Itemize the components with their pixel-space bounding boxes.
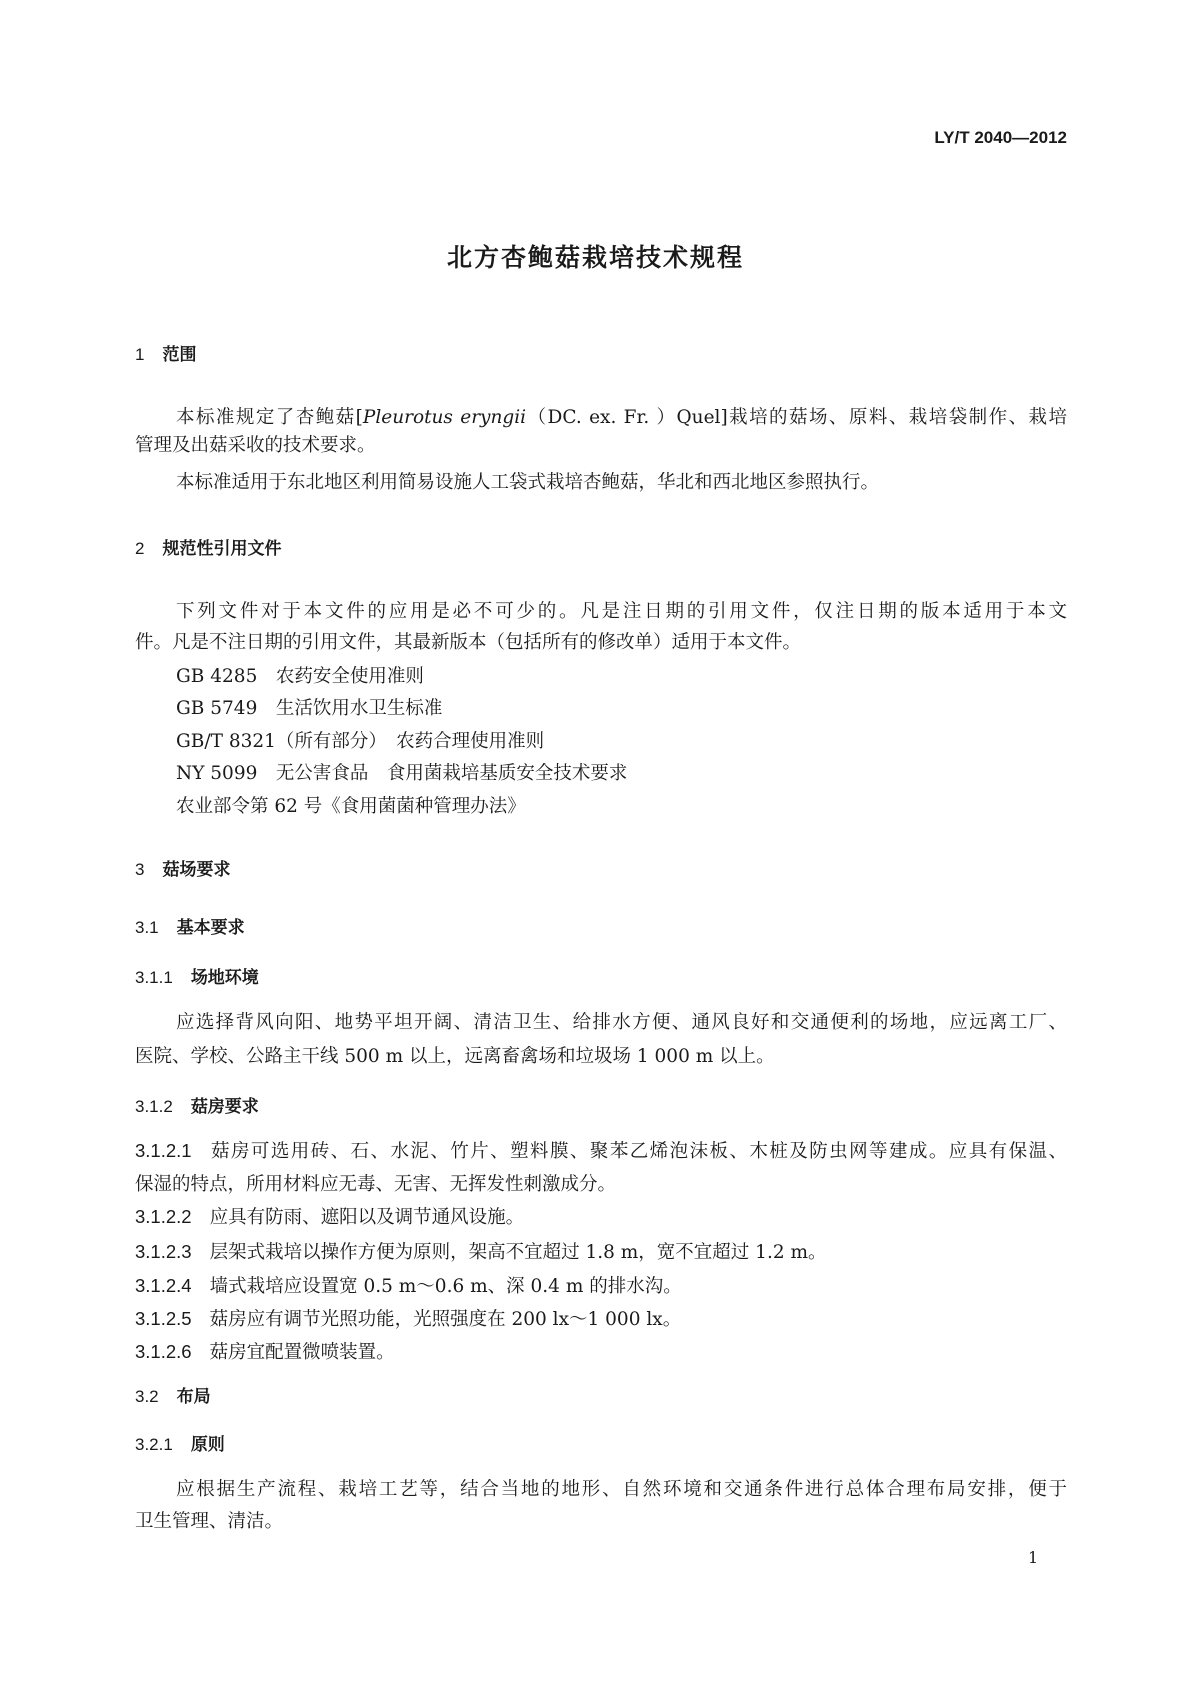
text: （DC. ex. Fr. ）Quel]栽培的菇场、原料、栽培袋制作、栽培 xyxy=(526,407,1068,428)
latin-name: Pleurotus eryngii xyxy=(362,407,527,428)
clause-number: 3.1.2.3 xyxy=(135,1241,192,1262)
page-number: 1 xyxy=(1028,1548,1039,1567)
section-3-heading xyxy=(135,858,230,882)
paragraph-cont: 管理及出菇采收的技术要求。 xyxy=(135,435,376,456)
section-title: 范围 xyxy=(162,345,197,365)
reference-item: GB 4285 农药安全使用准则 xyxy=(176,666,424,687)
clause-number: 3.1.2.4 xyxy=(135,1275,192,1296)
section-title: 基本要求 xyxy=(176,918,245,938)
section-number: 3.1.2 xyxy=(135,1097,173,1116)
clause-text: 菇房可选用砖、石、水泥、竹片、塑料膜、聚苯乙烯泡沫板、木桩及防虫网等建成。应具有保温、 xyxy=(209,1141,1067,1162)
paragraph: 应选择背风向阳、地势平坦开阔、清洁卫生、给排水方便、通风良好和交通便利的场地，应远离工厂、 xyxy=(176,1012,1067,1033)
paragraph-cont: 件。凡是不注日期的引用文件，其最新版本（包括所有的修改单）适用于本文件。 xyxy=(135,632,802,653)
section-title: 布局 xyxy=(176,1387,211,1407)
clause-text: 墙式栽培应设置宽 0.5 m～0.6 m、深 0.4 m 的排水沟。 xyxy=(209,1276,682,1297)
section-1-heading xyxy=(135,343,196,367)
section-2-heading xyxy=(135,537,281,561)
reference-item: 农业部令第 62 号《食用菌菌种管理办法》 xyxy=(176,796,526,817)
clause-3-1-2-1 xyxy=(135,1139,1067,1164)
paragraph xyxy=(176,406,1067,430)
section-3-2-heading xyxy=(135,1385,211,1409)
section-3-2-1-heading xyxy=(135,1433,225,1457)
section-number: 3 xyxy=(135,860,145,879)
section-title: 规范性引用文件 xyxy=(162,539,282,559)
section-title: 菇房要求 xyxy=(190,1097,259,1117)
paragraph: 本标准适用于东北地区利用简易设施人工袋式栽培杏鲍菇，华北和西北地区参照执行。 xyxy=(176,472,880,493)
text: 本标准规定了杏鲍菇[ xyxy=(176,407,363,428)
section-title: 原则 xyxy=(190,1435,225,1455)
paragraph: 下列文件对于本文件的应用是必不可少的。凡是注日期的引用文件，仅注日期的版本适用于本文 xyxy=(176,601,1067,622)
reference-item: NY 5099 无公害食品 食用菌栽培基质安全技术要求 xyxy=(176,763,628,784)
clause-number: 3.1.2.6 xyxy=(135,1341,192,1362)
section-title: 菇场要求 xyxy=(162,860,231,880)
section-3-1-1-heading xyxy=(135,966,259,990)
section-number: 1 xyxy=(135,345,145,364)
section-number: 2 xyxy=(135,539,145,558)
standard-code: LY/T 2040—2012 xyxy=(934,128,1067,147)
clause-3-1-2-5 xyxy=(135,1307,681,1332)
paragraph: 应根据生产流程、栽培工艺等，结合当地的地形、自然环境和交通条件进行总体合理布局安排，便于 xyxy=(176,1479,1067,1500)
section-title: 场地环境 xyxy=(190,968,259,988)
reference-item: GB/T 8321（所有部分） 农药合理使用准则 xyxy=(176,731,545,752)
clause-3-1-2-3 xyxy=(135,1240,827,1265)
reference-item: GB 5749 生活饮用水卫生标准 xyxy=(176,698,443,719)
section-number: 3.1.1 xyxy=(135,968,173,987)
clause-3-1-2-4 xyxy=(135,1274,682,1299)
clause-text: 菇房宜配置微喷装置。 xyxy=(209,1342,395,1363)
paragraph-cont: 卫生管理、清洁。 xyxy=(135,1511,284,1532)
section-number: 3.2 xyxy=(135,1387,159,1406)
section-3-1-2-heading xyxy=(135,1095,259,1119)
clause-number: 3.1.2.2 xyxy=(135,1206,192,1227)
clause-cont: 保湿的特点，所用材料应无毒、无害、无挥发性刺激成分。 xyxy=(135,1174,617,1195)
clause-text: 应具有防雨、遮阳以及调节通风设施。 xyxy=(209,1207,525,1228)
clause-text: 层架式栽培以操作方便为原则，架高不宜超过 1.8 m，宽不宜超过 1.2 m。 xyxy=(209,1242,827,1263)
section-number: 3.1 xyxy=(135,918,159,937)
page-title: 北方杏鲍菇栽培技术规程 xyxy=(446,243,744,272)
paragraph-cont: 医院、学校、公路主干线 500 m 以上，远离畜禽场和垃圾场 1 000 m 以上。 xyxy=(135,1046,775,1067)
section-3-1-heading xyxy=(135,916,245,940)
clause-text: 菇房应有调节光照功能，光照强度在 200 lx～1 000 lx。 xyxy=(209,1309,682,1330)
clause-number: 3.1.2.5 xyxy=(135,1308,192,1329)
clause-3-1-2-2 xyxy=(135,1205,524,1230)
clause-3-1-2-6 xyxy=(135,1340,395,1365)
clause-number: 3.1.2.1 xyxy=(135,1140,192,1161)
section-number: 3.2.1 xyxy=(135,1435,173,1454)
